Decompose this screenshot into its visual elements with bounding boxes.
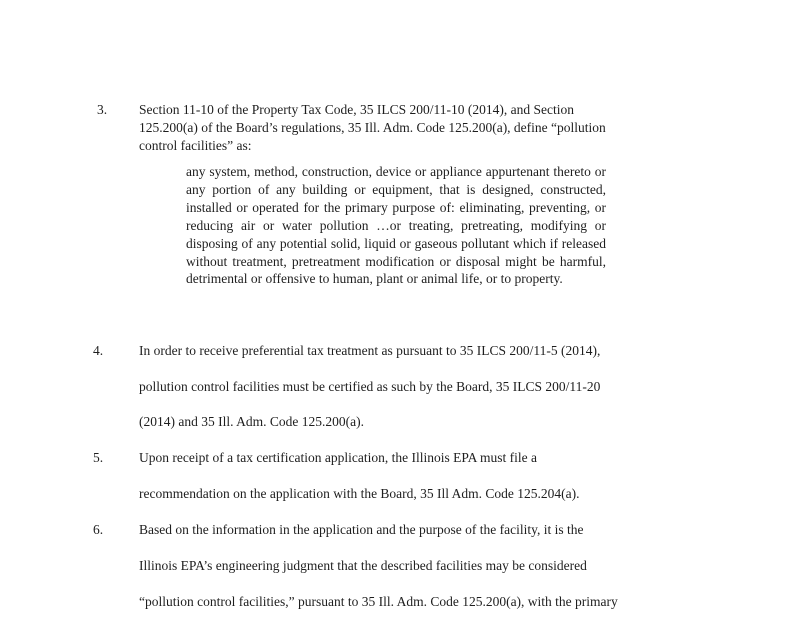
paragraph-4-line-3: (2014) and 35 Ill. Adm. Code 125.200(a). xyxy=(139,414,364,429)
paragraph-6-line-3: “pollution control facilities,” pursuant to 35 Ill. Adm. Code 125.200(a), with the primary xyxy=(139,594,618,609)
block-quote-definition: any system, method, construction, device or appliance appurtenant thereto or any portion of any building or equipment, that is designed, constructed, installed or operated for the primary purpose of: eliminating, preventing, or reducing air or water pollution …or treating, pretreating, modifying or disposing of any potential solid, liquid or gaseous pollutant which if released without treatment, pretreatment modification or disposal might be harmful, detrimental or offensive to human, plant or animal life, or to property. xyxy=(186,164,606,287)
paragraph-6-number: 6. xyxy=(93,522,104,537)
paragraph-4-line-2: pollution control facilities must be certified as such by the Board, 35 ILCS 200/11-20 xyxy=(139,379,601,394)
paragraph-3-line-2: 125.200(a) of the Board’s regulations, 35 Ill. Adm. Code 125.200(a), define “pollution xyxy=(139,120,606,135)
paragraph-3-number: 3. xyxy=(97,102,108,117)
paragraph-4-number: 4. xyxy=(93,343,104,358)
paragraph-3-line-1: Section 11-10 of the Property Tax Code, 35 ILCS 200/11-10 (2014), and Section xyxy=(139,102,574,117)
paragraph-5-line-1: Upon receipt of a tax certification application, the Illinois EPA must file a xyxy=(139,450,538,465)
paragraph-4-line-1: In order to receive preferential tax treatment as pursuant to 35 ILCS 200/11-5 (2014), xyxy=(139,343,601,358)
paragraph-3-line-3: control facilities” as: xyxy=(139,138,252,153)
paragraph-5-number: 5. xyxy=(93,450,104,465)
paragraph-6-line-1: Based on the information in the application and the purpose of the facility, it is the xyxy=(139,522,584,537)
paragraph-5-line-2: recommendation on the application with the Board, 35 Ill Adm. Code 125.204(a). xyxy=(139,486,580,501)
paragraph-6-line-2: Illinois EPA’s engineering judgment that the described facilities may be considered xyxy=(139,558,587,573)
